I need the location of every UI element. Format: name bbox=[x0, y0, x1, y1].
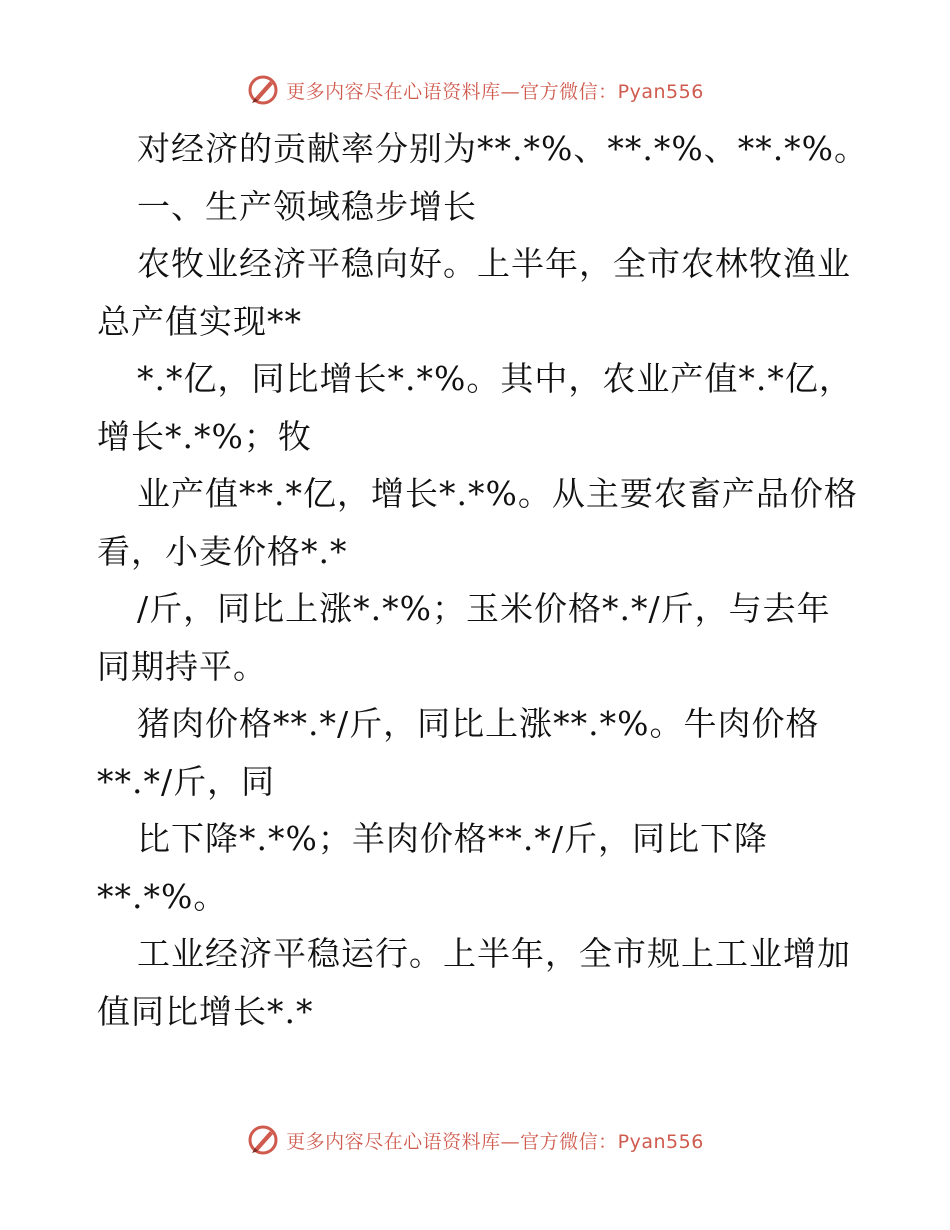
paragraph-line: 增长*.*%；牧 bbox=[97, 416, 312, 456]
paragraph-line: 业产值**.*亿，增长*.*%。从主要农畜产品价格 bbox=[137, 474, 858, 513]
header-watermark bbox=[0, 70, 950, 110]
paragraph-line: *.*亿，同比增长*.*%。其中，农业产值*.*亿， bbox=[137, 359, 853, 398]
watermark-text: 更多内容尽在心语资料库—官方微信：Pyan556 bbox=[286, 1130, 704, 1153]
pen-logo-icon bbox=[246, 73, 280, 107]
paragraph-line: 比下降*.*%；羊肉价格**.*/斤，同比下降 bbox=[137, 819, 768, 858]
paragraph-line: 看，小麦价格*.* bbox=[97, 531, 348, 571]
paragraph-line: /斤，同比上涨*.*%；玉米价格*.*/斤，与去年 bbox=[137, 589, 831, 628]
paragraph-line: 猪肉价格**.*/斤，同比上涨**.*%。牛肉价格 bbox=[137, 704, 820, 743]
paragraph-line: 值同比增长*.* bbox=[97, 991, 314, 1031]
paragraph-line: **.*%。 bbox=[97, 876, 228, 916]
document-body bbox=[97, 120, 869, 1040]
pen-logo-icon bbox=[246, 1123, 280, 1157]
watermark-text: 更多内容尽在心语资料库—官方微信：Pyan556 bbox=[286, 80, 704, 103]
paragraph-line: 农牧业经济平稳向好。上半年，全市农林牧渔业 bbox=[137, 244, 851, 283]
footer-watermark bbox=[0, 1120, 950, 1160]
section-heading: 一、生产领域稳步增长 bbox=[137, 186, 477, 226]
paragraph-line: 同期持平。 bbox=[97, 646, 267, 686]
paragraph-line: 对经济的贡献率分别为**.*%、**.*%、**.*%。 bbox=[137, 129, 869, 168]
paragraph-line: 工业经济平稳运行。上半年，全市规上工业增加 bbox=[137, 934, 851, 973]
paragraph-line: 总产值实现** bbox=[97, 301, 302, 341]
paragraph-line: **.*/斤，同 bbox=[97, 761, 276, 801]
